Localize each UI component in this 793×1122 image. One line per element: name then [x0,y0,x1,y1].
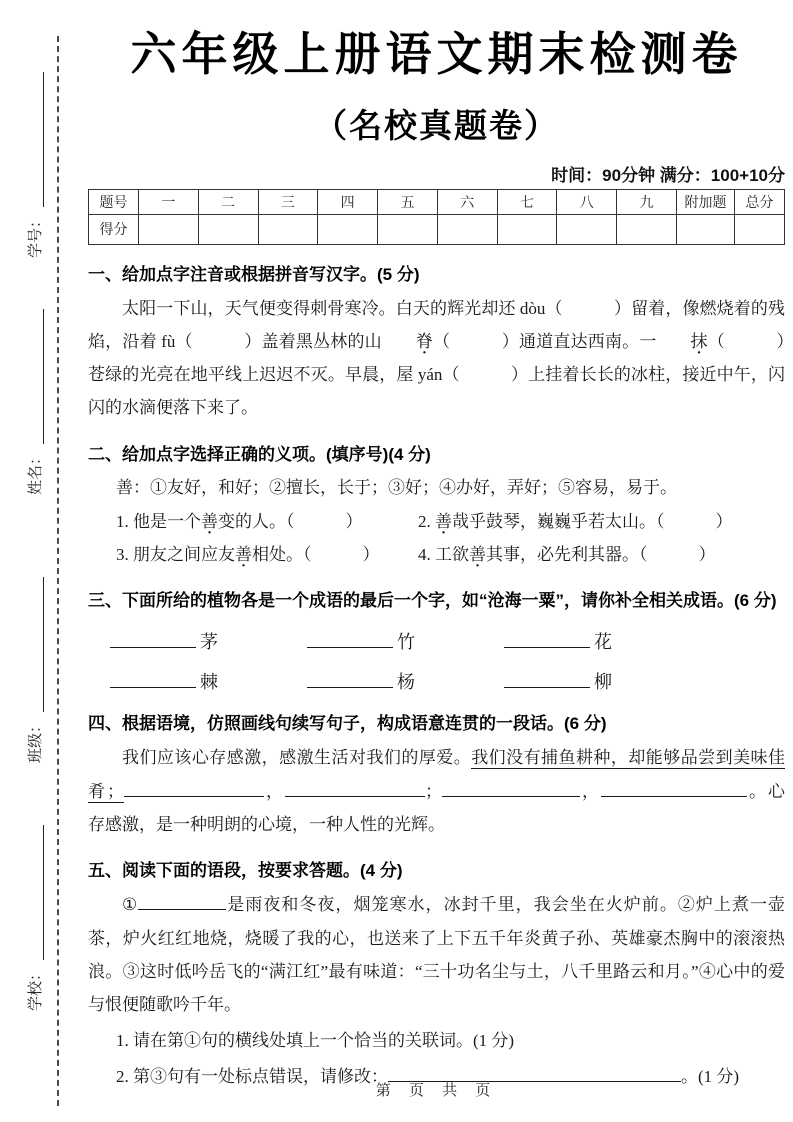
score-cell [497,214,557,244]
question-3-heading: 三、下面所给的植物各是一个成语的最后一个字，如“沧海一粟”，请你补全相关成语。(6 分) [88,591,777,611]
fill-blank [307,630,393,648]
score-table-header-cell: 四 [318,189,378,214]
question-5-body: ① 是雨夜和冬夜，烟笼寒水，冰封千里，我会坐在火炉前。②炉上煮一壶茶，炉火红红地烧，烧暖了我的心，也送来了上下五千年炎黄子孙、英雄豪杰胸中的滚滚热浪。③这时低吟岳飞的“满江红”最有味道：“三十功名尘与土，八千里路云和月。”④心中的爱与恨便随歌吟千年。 [88,888,785,1021]
question-4-heading: 四、根据语境，仿照画线句续写句子，构成语意连贯的一段话。(6 分) [88,713,607,733]
score-cell [735,214,785,244]
question-2-item-3: 3. 朋友之间应友善相处。（ ） [116,545,380,565]
fill-blank [110,630,196,648]
score-cell [198,214,258,244]
fill-blank [110,670,196,688]
score-cell [557,214,617,244]
question-5-sub-2: 2. 第③句有一处标点错误，请修改： 。(1 分) [88,1060,785,1093]
question-1-heading: 一、给加点字注音或根据拼音写汉字。(5 分) [88,264,420,284]
idiom-blank-item [110,668,307,694]
idiom-last-char: 花 [594,631,612,652]
question-1-body: 太阳一下山，天气便变得刺骨寒冷。白天的辉光却还 dòu（ ）留着，像燃烧着的残焰，沿着 fù（ ）盖着黑丛林的山 脊（ ）通道直达西南。一 抹（ ）苍绿的光亮在地平线上迟迟不灭。早晨，屋 yán（ ）上挂着长长的冰柱，接近中午，闪闪的水滴便落下来了。 [88,299,786,418]
student-id-label: 学号： [28,212,44,258]
score-table-header-cell: 六 [437,189,497,214]
question-3 [88,588,785,694]
fill-blank [504,670,590,688]
name-label: 姓名： [28,449,44,495]
class-label: 班级： [28,717,44,763]
fill-blank [504,630,590,648]
question-3-row-1 [88,628,785,654]
name-fill-line [41,309,44,444]
question-4-body: 我们应该心存感激，感激生活对我们的厚爱。我们没有捕鱼耕种，却能够品尝到美味佳肴； ， ； ， 。心存感激，是一种明朗的心境，一种人性的光辉。 [88,748,786,834]
question-2 [88,442,785,572]
score-cell [677,214,735,244]
class-fill-line [41,577,44,712]
exam-meta: 时间：90分钟 满分：100+10分 [551,165,785,185]
idiom-last-char: 杨 [397,671,415,692]
score-table-header-cell: 五 [378,189,438,214]
score-table [88,189,785,245]
score-cell [378,214,438,244]
school-label: 学校： [28,965,44,1011]
score-cell [139,214,199,244]
sidebar-field-name [18,309,44,495]
score-row-label: 得分 [89,214,139,244]
student-id-fill-line [41,72,44,207]
score-cell [318,214,378,244]
fill-blank [307,670,393,688]
question-2-heading: 二、给加点字选择正确的义项。(填序号)(4 分) [88,444,431,464]
sidebar-field-student-id [18,72,44,258]
question-5-sub-1: 1. 请在第①句的横线处填上一个恰当的关联词。(1 分) [116,1030,515,1050]
score-cell [437,214,497,244]
idiom-last-char: 棘 [200,671,218,692]
page-footer: 第 页 共 页 [375,1082,498,1099]
score-table-header-cell: 总分 [735,189,785,214]
score-table-score-row [89,214,785,244]
idiom-blank-item [504,668,701,694]
idiom-last-char: 竹 [397,631,415,652]
score-table-header-cell: 二 [198,189,258,214]
question-2-intro: 善：①友好，和好；②擅长，长于；③好；④办好，弄好；⑤容易，易于。 [116,478,677,498]
score-table-header-cell: 三 [258,189,318,214]
question-4 [88,711,785,841]
score-table-header-row [89,189,785,214]
score-table-header-cell: 八 [557,189,617,214]
score-cell [258,214,318,244]
exam-content [88,0,785,1093]
score-table-header-cell: 九 [617,189,677,214]
idiom-last-char: 茅 [200,631,218,652]
fold-dashed-line [57,36,59,1106]
score-table-header-cell: 附加题 [677,189,735,214]
question-3-row-2 [88,668,785,694]
page-subtitle: （名校真题卷） [314,106,559,144]
idiom-blank-item [307,628,504,654]
score-cell [617,214,677,244]
question-5 [88,858,785,1093]
question-2-item-4: 4. 工欲善其事，必先利其器。（ ） [418,545,716,565]
score-table-header-cell: 题号 [89,189,139,214]
question-2-item-1: 1. 他是一个善变的人。（ ） [116,512,363,532]
score-table-header-cell: 七 [497,189,557,214]
score-table-header-cell: 一 [139,189,199,214]
idiom-blank-item [110,628,307,654]
page-title: 六年级上册语文期末检测卷 [130,28,743,80]
sidebar-field-school [18,825,44,1011]
question-1 [88,262,785,425]
question-2-items [88,505,785,571]
question-2-item-2: 2. 善哉乎鼓琴，巍巍乎若太山。（ ） [418,512,733,532]
school-fill-line [41,825,44,960]
question-5-heading: 五、阅读下面的语段，按要求答题。(4 分) [88,860,403,880]
idiom-last-char: 柳 [594,671,612,692]
sidebar-field-class [18,577,44,763]
idiom-blank-item [504,628,701,654]
idiom-blank-item [307,668,504,694]
